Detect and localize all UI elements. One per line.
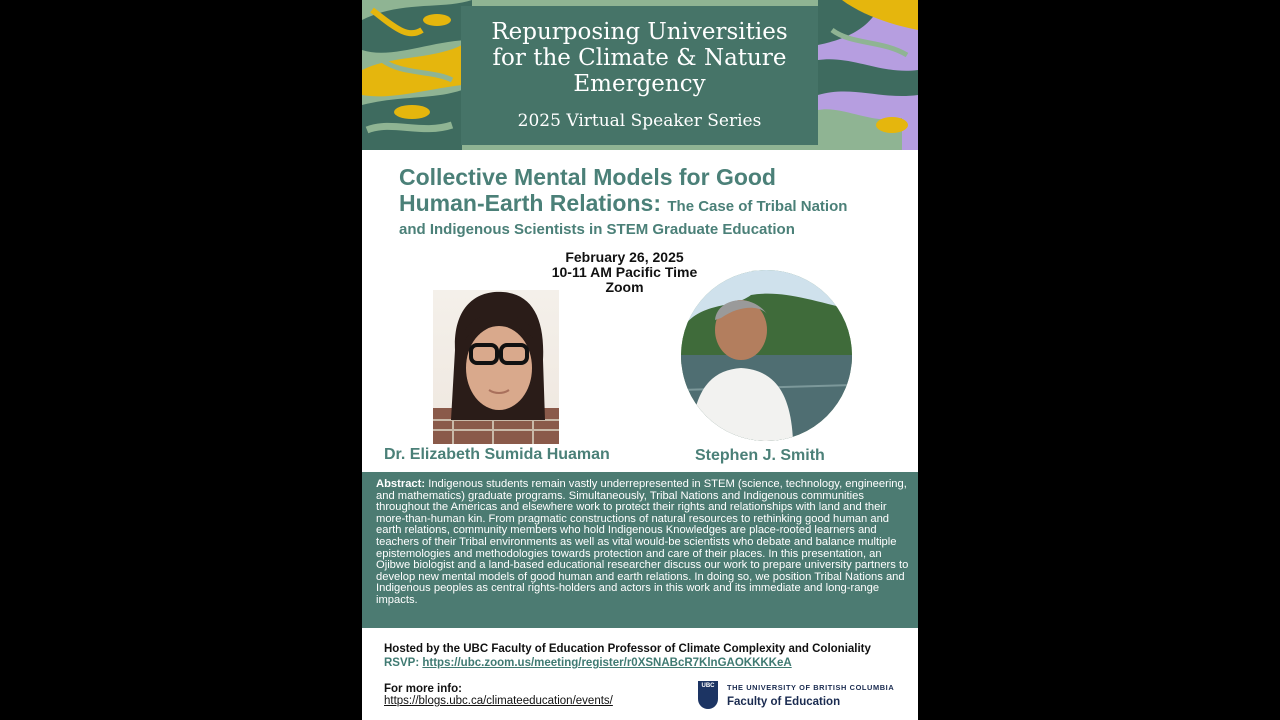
abstract-label: Abstract: (376, 478, 426, 490)
event-location: Zoom (605, 279, 644, 295)
series-title-line: Emergency (573, 71, 706, 97)
rsvp-label: RSVP: (384, 657, 420, 669)
speaker-name-2: Stephen J. Smith (695, 447, 825, 464)
abstract-section (362, 472, 918, 628)
more-info-link[interactable]: https://blogs.ubc.ca/climateeducation/events/ (384, 695, 613, 707)
series-title-line: for the Climate & Nature (492, 45, 787, 71)
faculty-name: Faculty of Education (727, 696, 841, 708)
talk-subtitle-part2: and Indigenous Scientists in STEM Graduate Education (399, 221, 795, 238)
university-name: THE UNIVERSITY OF BRITISH COLUMBIA (727, 683, 895, 692)
poster-banner (362, 0, 918, 150)
talk-title-line1: Collective Mental Models for Good (399, 164, 776, 190)
hosted-by: Hosted by the UBC Faculty of Education Professor of Climate Complexity and Coloniality (384, 643, 871, 655)
rsvp-link[interactable]: https://ubc.zoom.us/meeting/register/r0XSNABcR7KlnGAOKKKKeA (422, 657, 792, 669)
talk-title-line2: Human-Earth Relations: (399, 190, 661, 216)
event-time: 10-11 AM Pacific Time (551, 264, 698, 280)
event-details (512, 250, 737, 295)
more-info-label: For more info: (384, 683, 462, 695)
speaker-photo-lake (681, 270, 852, 441)
series-subtitle: 2025 Virtual Speaker Series (517, 111, 762, 131)
ubc-crest-icon: UBC (698, 681, 718, 709)
event-date: February 26, 2025 (565, 249, 684, 265)
abstract-text: Indigenous students remain vastly underrepresented in STEM (science, technology, engineering, and mathematics) graduate programs. Simultaneously, Tribal Nations and Indigenous communities throughout the Americas and elsewhere work to protect their rights and relationships with land and their more-than-human kin. From pragmatic constructions of natural resources to rethinking good human and earth relations, community members who hold Indigenous Knowledges are place-rooted learners and teachers of their Tribal environments as well as vital would-be scientists who debate and balance multiple epistemologies and methodologies towards protection and care of their places. In this presentation, an Ojibwe biologist and a land-based educational researcher discuss our work to prepare university partners to develop new mental models of good human and earth relations. In doing so, we position Tribal Nations and Indigenous peoples as central rights-holders and actors in this work and its immediate and long-range impacts. (376, 478, 909, 606)
series-title-box (461, 6, 818, 145)
series-title-line: Repurposing Universities (491, 19, 788, 45)
talk-title (399, 164, 909, 240)
more-info-line (384, 695, 613, 707)
ubc-logo (698, 681, 913, 711)
series-title (461, 19, 818, 97)
rsvp-line (384, 657, 792, 669)
event-poster (362, 0, 918, 720)
speaker-name-1: Dr. Elizabeth Sumida Huaman (384, 446, 610, 463)
speaker-photo-portrait (433, 290, 559, 444)
talk-subtitle-part1: The Case of Tribal Nation (667, 198, 848, 215)
